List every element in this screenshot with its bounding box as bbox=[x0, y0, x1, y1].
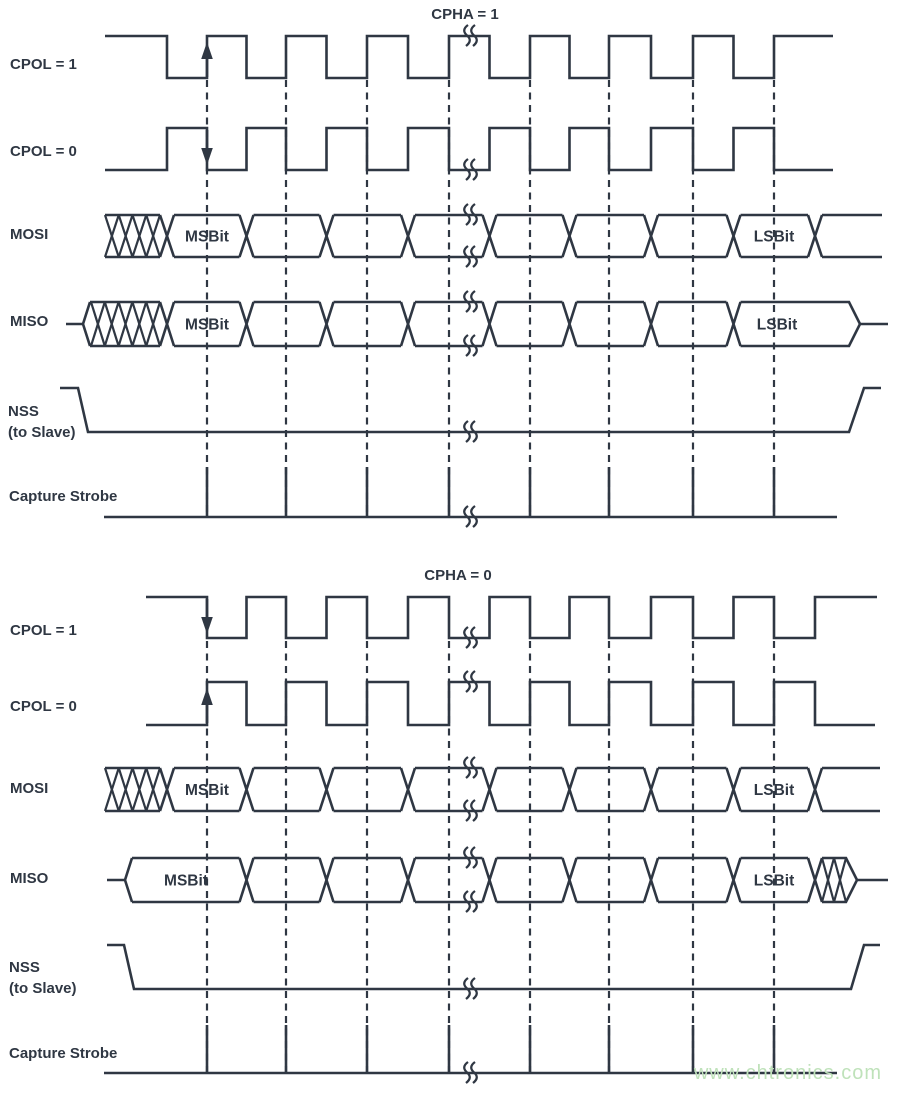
svg-text:MSBit: MSBit bbox=[185, 782, 229, 799]
svg-text:MSBit: MSBit bbox=[164, 872, 208, 890]
signal-label-mosi: MOSI bbox=[10, 780, 49, 797]
svg-text:MSBit: MSBit bbox=[185, 228, 229, 246]
signal-label-miso: MISO bbox=[10, 313, 49, 330]
section-title-cpha0: CPHA = 0 bbox=[424, 567, 492, 584]
signal-label-nss bbox=[9, 957, 77, 999]
svg-text:MSBit: MSBit bbox=[185, 316, 229, 334]
svg-text:LSBit: LSBit bbox=[756, 316, 798, 334]
section-title-cpha1: CPHA = 1 bbox=[431, 6, 499, 23]
nss-name: NSS bbox=[9, 959, 40, 976]
nss-subname: (to Slave) bbox=[9, 980, 77, 997]
signal-label-cpol1: CPOL = 1 bbox=[10, 56, 77, 73]
signal-label-capture-strobe: Capture Strobe bbox=[9, 1045, 118, 1062]
signal-label-miso: MISO bbox=[10, 870, 49, 887]
svg-text:LSBit: LSBit bbox=[753, 228, 795, 246]
svg-text:LSBit: LSBit bbox=[753, 782, 795, 799]
nss-subname: (to Slave) bbox=[8, 424, 76, 441]
signal-label-nss bbox=[8, 401, 76, 443]
signal-label-cpol0: CPOL = 0 bbox=[10, 698, 77, 715]
nss-name: NSS bbox=[8, 403, 39, 420]
watermark: www.chtronics.com bbox=[693, 1062, 882, 1084]
svg-text:LSBit: LSBit bbox=[753, 872, 795, 890]
signal-label-cpol0: CPOL = 0 bbox=[10, 143, 77, 160]
signal-label-cpol1: CPOL = 1 bbox=[10, 622, 77, 639]
signal-label-capture-strobe: Capture Strobe bbox=[9, 488, 118, 505]
signal-label-mosi: MOSI bbox=[10, 226, 49, 243]
